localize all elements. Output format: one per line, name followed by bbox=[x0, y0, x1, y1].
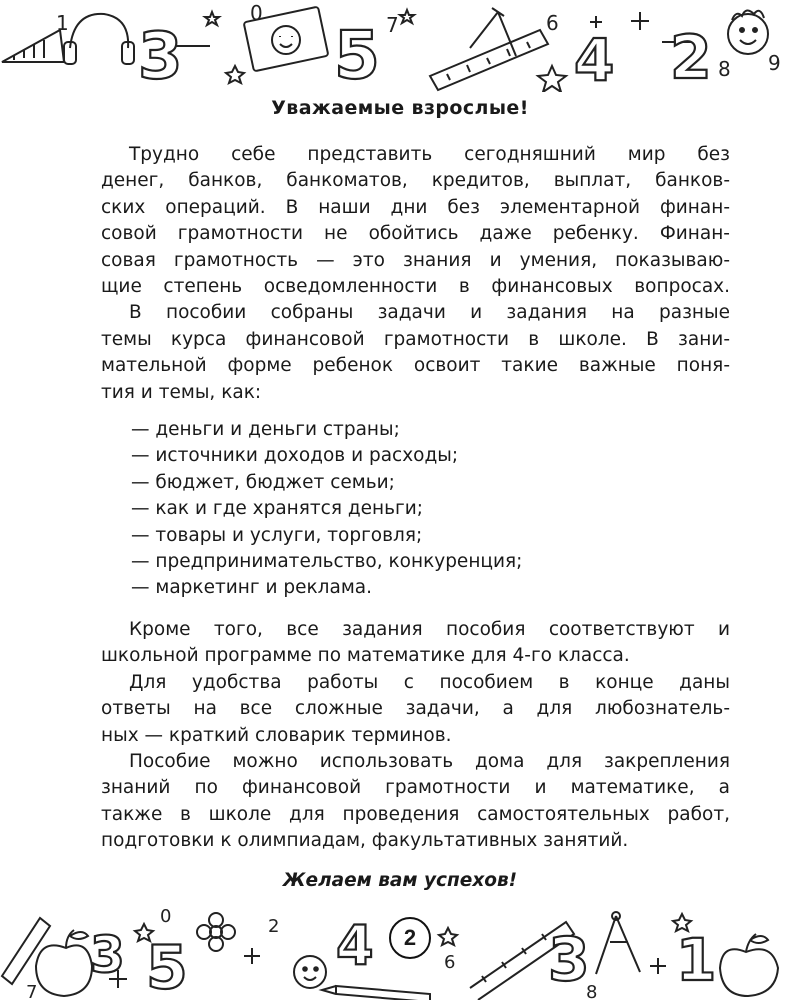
decor-digit: 5 bbox=[334, 17, 380, 92]
decor-digit: 6 bbox=[444, 952, 456, 973]
text-line: Для удобства работы с пособием в конце даны bbox=[129, 671, 730, 693]
decor-digit: 7 bbox=[26, 982, 38, 1000]
flower-icon bbox=[197, 913, 235, 951]
intro-paragraphs bbox=[101, 142, 730, 406]
list-item: — деньги и деньги страны; bbox=[131, 419, 400, 440]
text-line: также в школе для проведения самостоятельных работ, bbox=[101, 803, 730, 825]
headphones-icon bbox=[64, 14, 134, 64]
decor-digit: 0 bbox=[250, 1, 263, 25]
text-line: совой грамотности не обойтись даже ребенку. Финан- bbox=[101, 223, 730, 245]
smiley-icon bbox=[294, 956, 326, 988]
text-line: ответы на все сложные задачи, а для любознатель- bbox=[101, 698, 730, 720]
list-item: — предпринимательство, конкуренция; bbox=[131, 550, 523, 572]
compass-icon bbox=[430, 8, 548, 90]
decor-digit: 8 bbox=[718, 57, 731, 81]
decor-digit: 7 bbox=[386, 13, 399, 37]
text-line: школьной программе по математике для 4-го класса. bbox=[101, 645, 630, 667]
decor-digit: 3 bbox=[548, 925, 590, 995]
decor-digit: 0 bbox=[160, 906, 172, 927]
text-line: темы курса финансовой грамотности в школе. В зани- bbox=[101, 328, 730, 350]
page-title: Уважаемые взрослые! bbox=[271, 97, 529, 119]
minus-icon bbox=[176, 42, 694, 46]
page-number: 2 bbox=[389, 917, 431, 959]
decor-digit: 9 bbox=[768, 51, 781, 75]
decor-digit: 3 bbox=[90, 926, 125, 984]
closing-wish: Желаем вам успехов! bbox=[282, 870, 518, 891]
text-line: подготовки к олимпиадам, факультативных занятий. bbox=[101, 830, 629, 852]
decor-digit: 4 bbox=[336, 914, 374, 977]
decor-digit: 4 bbox=[574, 26, 615, 92]
decor-digit: 2 bbox=[268, 916, 280, 937]
decor-digit: 1 bbox=[676, 926, 717, 994]
text-line: В пособии собраны задачи и задания на разные bbox=[129, 302, 730, 324]
outro-paragraphs bbox=[101, 617, 730, 855]
list-item: — маркетинг и реклама. bbox=[131, 577, 373, 599]
list-item: — бюджет, бюджет семьи; bbox=[131, 471, 395, 493]
list-item: — как и где хранятся деньги; bbox=[131, 498, 423, 520]
text-line: щие степень осведомленности в финансовых вопросах. bbox=[101, 275, 730, 297]
decor-digit: 6 bbox=[546, 11, 559, 35]
text-line: совая грамотность — это знания и умения, показываю- bbox=[101, 249, 730, 271]
text-line: Пособие можно использовать дома для закрепления bbox=[129, 750, 730, 772]
decor-digit: 5 bbox=[146, 933, 188, 1000]
ruler-icon bbox=[2, 918, 574, 1000]
text-line: знаний по финансовой грамотности и математике, а bbox=[101, 777, 730, 799]
list-item: — источники доходов и расходы; bbox=[131, 445, 459, 467]
pencil-icon bbox=[322, 986, 430, 1000]
decor-digit: 3 bbox=[138, 20, 183, 92]
text-line: ных — краткий словарик терминов. bbox=[101, 724, 452, 746]
top-decorative-border bbox=[0, 0, 800, 92]
text-line: ских операций. В наши дни без элементарной финан- bbox=[101, 196, 730, 218]
decor-digit: 1 bbox=[56, 11, 69, 35]
topics-list bbox=[131, 417, 522, 602]
decor-digit: 8 bbox=[586, 982, 598, 1000]
smiley-icon bbox=[728, 10, 768, 54]
text-line: Трудно себе представить сегодняшний мир без bbox=[129, 144, 730, 165]
text-line: тия и темы, как: bbox=[101, 381, 262, 403]
text-line: мательной форме ребенок освоит такие важные поня- bbox=[101, 355, 730, 377]
text-line: Кроме того, все задания пособия соответствуют и bbox=[129, 619, 730, 640]
list-item: — товары и услуги, торговля; bbox=[131, 524, 423, 546]
text-line: денег, банков, банкоматов, кредитов, выплат, банков- bbox=[101, 170, 730, 192]
ruler-icon bbox=[2, 30, 64, 62]
decor-digit: 2 bbox=[670, 23, 712, 92]
compass-icon bbox=[596, 912, 640, 974]
